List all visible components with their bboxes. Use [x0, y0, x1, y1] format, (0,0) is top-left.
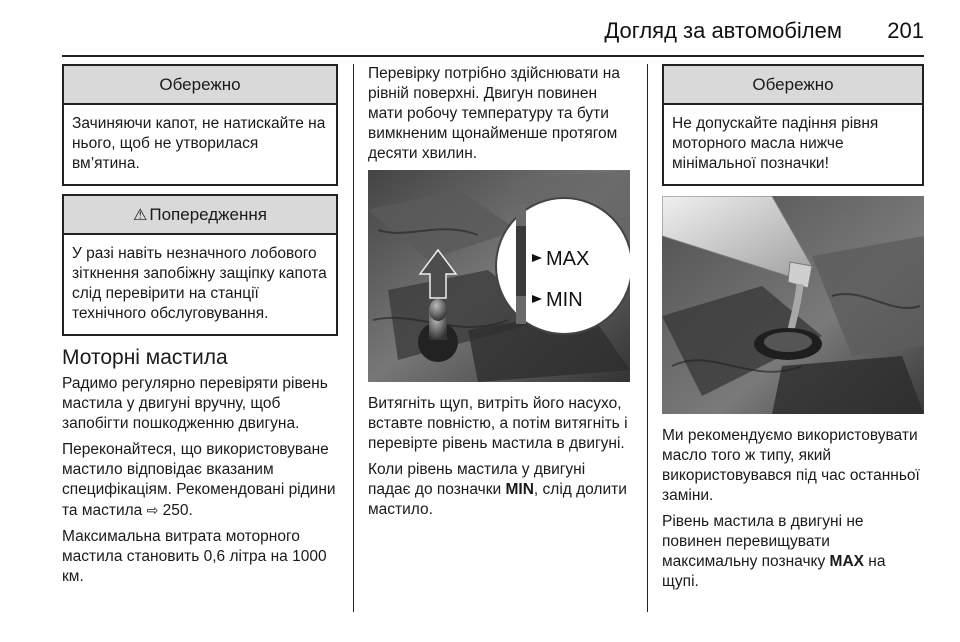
paragraph: Перевірку потрібно здійснювати на рівній поверхні. Двигун повинен мати робочу температуру та бути вимкненим щонайменше протягом десяти хвилин.	[368, 65, 620, 162]
warning-text: У разі навіть незначного лобового зіткнення запобіжну защіпку капота слід перевірити на станції технічного обслуговування.	[72, 245, 327, 322]
paragraph: Переконайтеся, що використовуване мастило відповідає вказаним специфікаціям. Рекомендовані рідини та мастила ⇨ 250.	[62, 441, 336, 519]
warning-box	[62, 194, 338, 336]
column-divider	[647, 64, 648, 612]
paragraph: Радимо регулярно перевіряти рівень мастила у двигуні вручну, щоб запобігти пошкодженню двигуна.	[62, 375, 328, 432]
caution-text: Не допускайте падіння рівня моторного масла нижче мінімальної позначки!	[672, 115, 879, 172]
page-number: 201	[887, 18, 924, 43]
section-title: Моторні мастила	[62, 346, 228, 369]
warning-triangle-icon: ⚠	[133, 207, 148, 224]
column-divider	[353, 64, 354, 612]
column-right	[662, 64, 924, 598]
paragraph: Коли рівень мастила у двигуні падає до позначки MIN, слід долити мастило.	[368, 461, 627, 518]
caution-text: Зачиняючи капот, не натискайте на нього, щоб не утворилася вм’ятина.	[72, 115, 326, 172]
page-title: Догляд за автомобілем	[604, 18, 842, 43]
max-emphasis: MAX	[829, 553, 864, 570]
warning-header	[64, 196, 336, 235]
paragraph: Рівень мастила в двигуні не повинен перевищувати максимальну позначку MAX на щупі.	[662, 513, 886, 590]
oil-filling-illustration	[662, 196, 924, 414]
paragraph: Максимальна витрата моторного мастила становить 0,6 літра на 1000 км.	[62, 528, 327, 585]
column-left	[62, 64, 338, 593]
cross-reference-arrow-icon: ⇨	[146, 502, 159, 518]
caution-title: Обережно	[64, 66, 336, 105]
caution-box	[662, 64, 924, 186]
min-emphasis: MIN	[505, 481, 534, 498]
caution-title: Обережно	[664, 66, 922, 105]
header-divider	[62, 55, 924, 57]
min-mark-label: MIN	[546, 289, 583, 311]
caution-box	[62, 64, 338, 186]
dipstick-illustration	[368, 170, 630, 382]
paragraph: Ми рекомендуємо використовувати масло того ж типу, який використовувався під час останньої заміни.	[662, 427, 920, 504]
max-mark-label: MAX	[546, 248, 590, 270]
paragraph: Витягніть щуп, витріть його насухо, вставте повністю, а потім витягніть і перевірте рівень мастила в двигуні.	[368, 395, 628, 452]
warning-title: Попередження	[149, 205, 267, 224]
page-header	[62, 0, 924, 56]
column-middle	[368, 64, 632, 526]
